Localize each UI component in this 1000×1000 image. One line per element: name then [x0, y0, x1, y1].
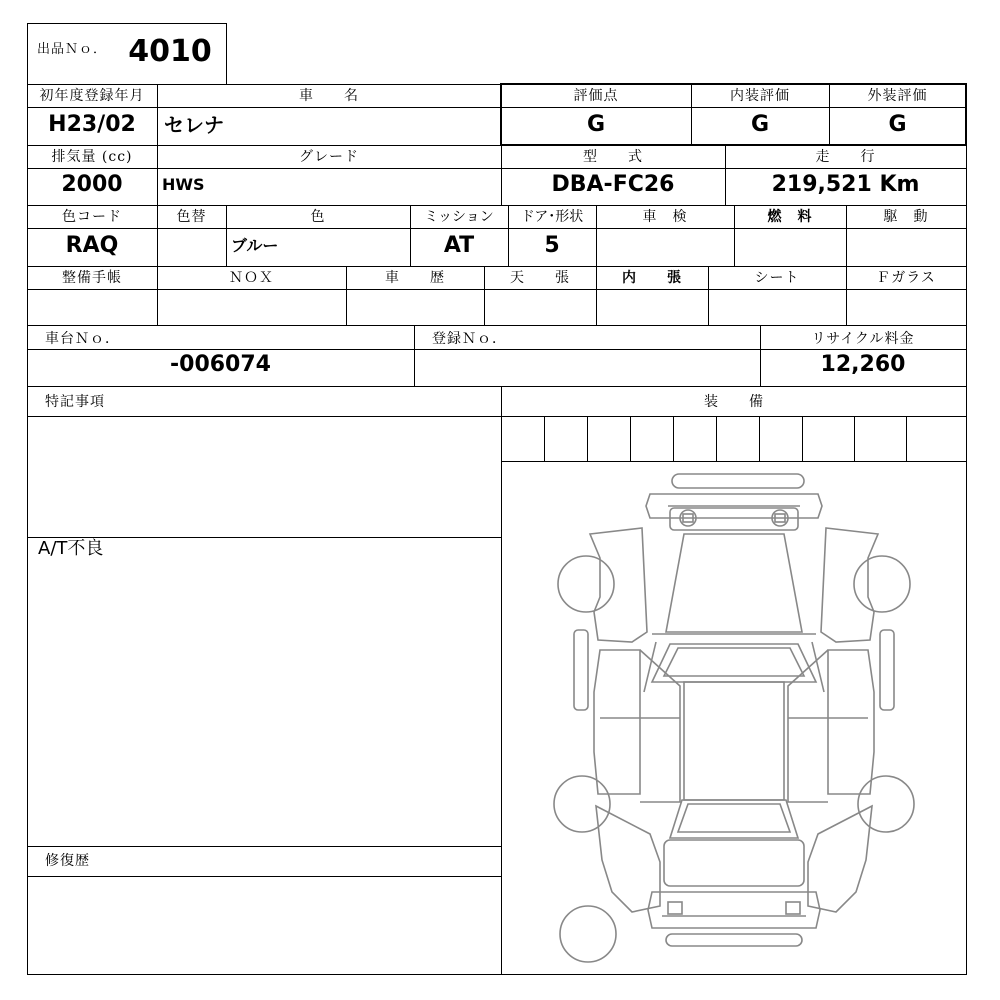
exterior-score-label: 外装評価	[867, 88, 928, 104]
transmission-value: AT	[443, 233, 475, 258]
lot-number-label: 出品Ｎｏ．	[37, 42, 108, 57]
drive-label: 駆 動	[883, 209, 929, 225]
model-code-value: DBA-FC26	[551, 172, 675, 197]
car-damage-diagram	[502, 462, 966, 974]
chassis-number-value: -006074	[170, 352, 271, 377]
score-label: 評価点	[573, 88, 619, 104]
seat-label: シート	[754, 270, 800, 286]
interior-score-label: 内装評価	[730, 88, 790, 104]
lot-number-value: 4010	[128, 34, 212, 69]
displacement-label: 排気量 (cc)	[51, 149, 133, 165]
door-type-value: 5	[544, 233, 560, 258]
color-code-value: RAQ	[65, 233, 119, 258]
interior-score-value: G	[750, 112, 770, 137]
maintenance-book-label: 整備手帳	[62, 270, 122, 286]
car-name-label: 車 名	[299, 88, 359, 104]
vehicle-history-label: 車 歴	[385, 270, 445, 286]
mileage-label: 走 行	[815, 149, 876, 165]
displacement-value: 2000	[61, 172, 123, 197]
equipment-label: 装 備	[704, 394, 764, 410]
recycle-fee-value: 12,260	[820, 352, 906, 377]
repair-history-label: 修復歴	[45, 853, 90, 869]
color-code-label: 色コード	[62, 209, 122, 225]
registration-number-label: 登録Ｎｏ．	[432, 331, 507, 347]
interior-trim-label: 内 張	[622, 270, 682, 286]
grade-value: HWS	[162, 175, 205, 194]
color-value: ブルー	[231, 236, 279, 255]
headliner-label: 天 張	[510, 270, 570, 286]
nox-label: ＮＯＸ	[229, 270, 274, 286]
model-code-label: 型 式	[583, 149, 643, 165]
special-notes-label: 特記事項	[45, 394, 105, 410]
inspection-label: 車 検	[642, 209, 688, 225]
chassis-number-label: 車台Ｎｏ．	[45, 331, 120, 347]
exterior-score-value: G	[888, 112, 907, 137]
special-notes-text: A/T不良	[38, 538, 104, 559]
first-registration-label: 初年度登録年月	[39, 88, 145, 104]
grade-label: グレード	[299, 149, 359, 165]
car-name-value: セレナ	[164, 113, 224, 137]
transmission-label: ミッション	[424, 209, 494, 225]
color-label: 色	[310, 209, 326, 225]
door-type-label: ドア･形状	[520, 209, 584, 225]
mileage-value: 219,521 Km	[771, 172, 920, 197]
recolor-label: 色替	[176, 209, 207, 225]
recycle-fee-label: リサイクル料金	[811, 331, 915, 347]
first-registration-value: H23/02	[48, 112, 136, 137]
front-glass-label: Ｆガラス	[876, 270, 936, 286]
score-value: G	[586, 112, 606, 137]
fuel-label: 燃 料	[767, 209, 813, 225]
